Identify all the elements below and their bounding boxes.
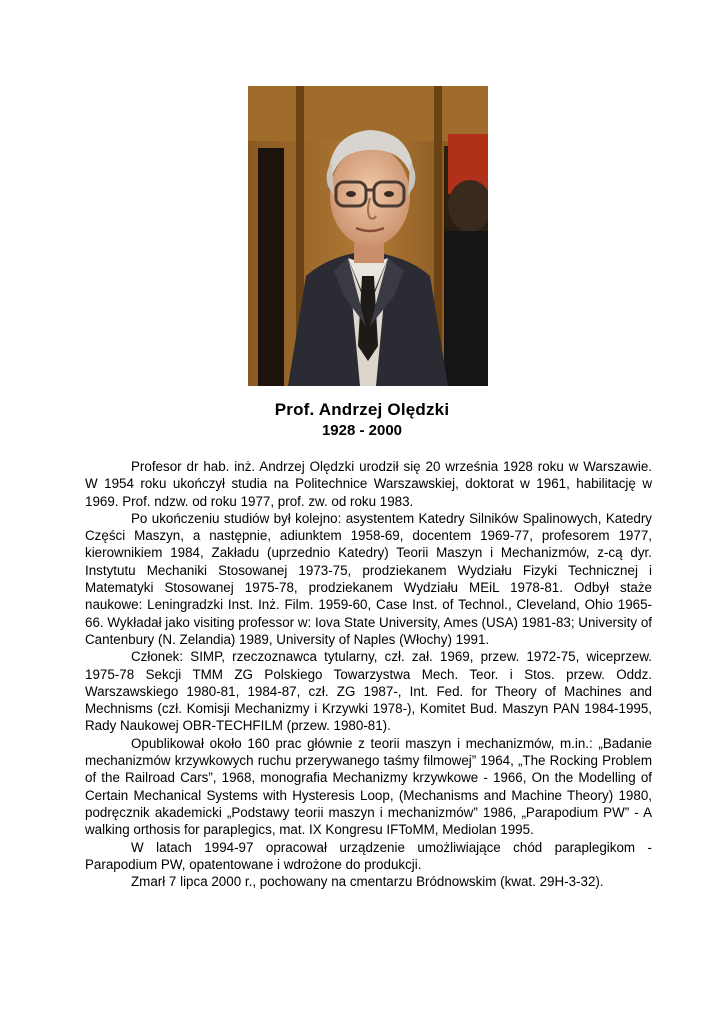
biography-text — [85, 458, 652, 890]
life-years: 1928 - 2000 — [321, 422, 403, 439]
portrait-photo-icon — [248, 86, 488, 386]
paragraph: Członek: SIMP, rzeczoznawca tytularny, czł. zał. 1969, przew. 1972-75, wiceprzew. 1975-78 Sekcji TMM ZG Polskiego Towarzystwa Mech. Teor. i Stos. przew. Oddz. Warszawskiego 1980-81, 1984-87, czł. ZG 1987-, Int. Fed. for Theory of Machines and Mechnisms (czł. Komisji Mechanizmy i Krzywki 1978-), Komitet Bud. Maszyn PAN 1984-1995, Rady Naukowej OBR-TECHFILM (przew. 1980-81). — [85, 649, 652, 734]
paragraph: W latach 1994-97 opracował urządzenie umożliwiające chód paraplegikom - Parapodium PW, opatentowane i wdrożone do produkcji. — [85, 839, 652, 872]
paragraph: Opublikował około 160 prac głównie z teorii maszyn i mechanizmów, m.in.: „Badanie mechanizmów krzywkowych ruchu przerywanego taśmy filmowej” 1964, „The Rocking Problem of the Railroad Cars”, 1968, monografia Mechanizmy krzywkowe - 1966, On the Modelling of Certain Mechanical Systems with Hysteresis Loop, (Mechanisms and Machine Theory) 1980, podręcznik akademicki „Podstawy teorii maszyn i mechanizmów” 1986, „Parapodium PW” - A walking orthosis for paraplegics, mat. IX Kongresu IFToMM, Mediolan 1995. — [85, 735, 652, 838]
paragraph: Profesor dr hab. inż. Andrzej Olędzki urodził się 20 września 1928 roku w Warszawie. W 1954 roku ukończył studia na Politechnice Warszawskiej, doktorat w 1961, habilitację w 1969. Prof. ndzw. od roku 1977, prof. zw. od roku 1983. — [85, 459, 652, 509]
page-title: Prof. Andrzej Olędzki — [274, 400, 450, 419]
paragraph: Po ukończeniu studiów był kolejno: asystentem Katedry Silników Spalinowych, Katedry Części Maszyn, a następnie, adiunktem 1958-69, docentem 1969-77, profesorem 1977, kierownikiem 1984, Zakładu (uprzednio Katedry) Teorii Maszyn i Mechanizmów, z-cą dyr. Instytutu Mechaniki Stosowanej 1973-75, prodziekanem Wydziału Fizyki Technicznej i Matematyki Stosowanej 1975-78, prodziekanem Wydziału MEiL 1978-81. Odbył staże naukowe: Leningradzki Inst. Inż. Film. 1959-60, Case Inst. of Technol., Cleveland, Ohio 1965-66. Wykładał jako visiting professor w: Iova State University, Ames (USA) 1981-83; University of Cantenbury (N. Zelandia) 1989, University of Naples (Włochy) 1991. — [85, 510, 652, 647]
portrait-photo — [248, 86, 488, 386]
paragraph: Zmarł 7 lipca 2000 r., pochowany na cmentarzu Bródnowskim (kwat. 29H-3-32). — [131, 874, 604, 890]
